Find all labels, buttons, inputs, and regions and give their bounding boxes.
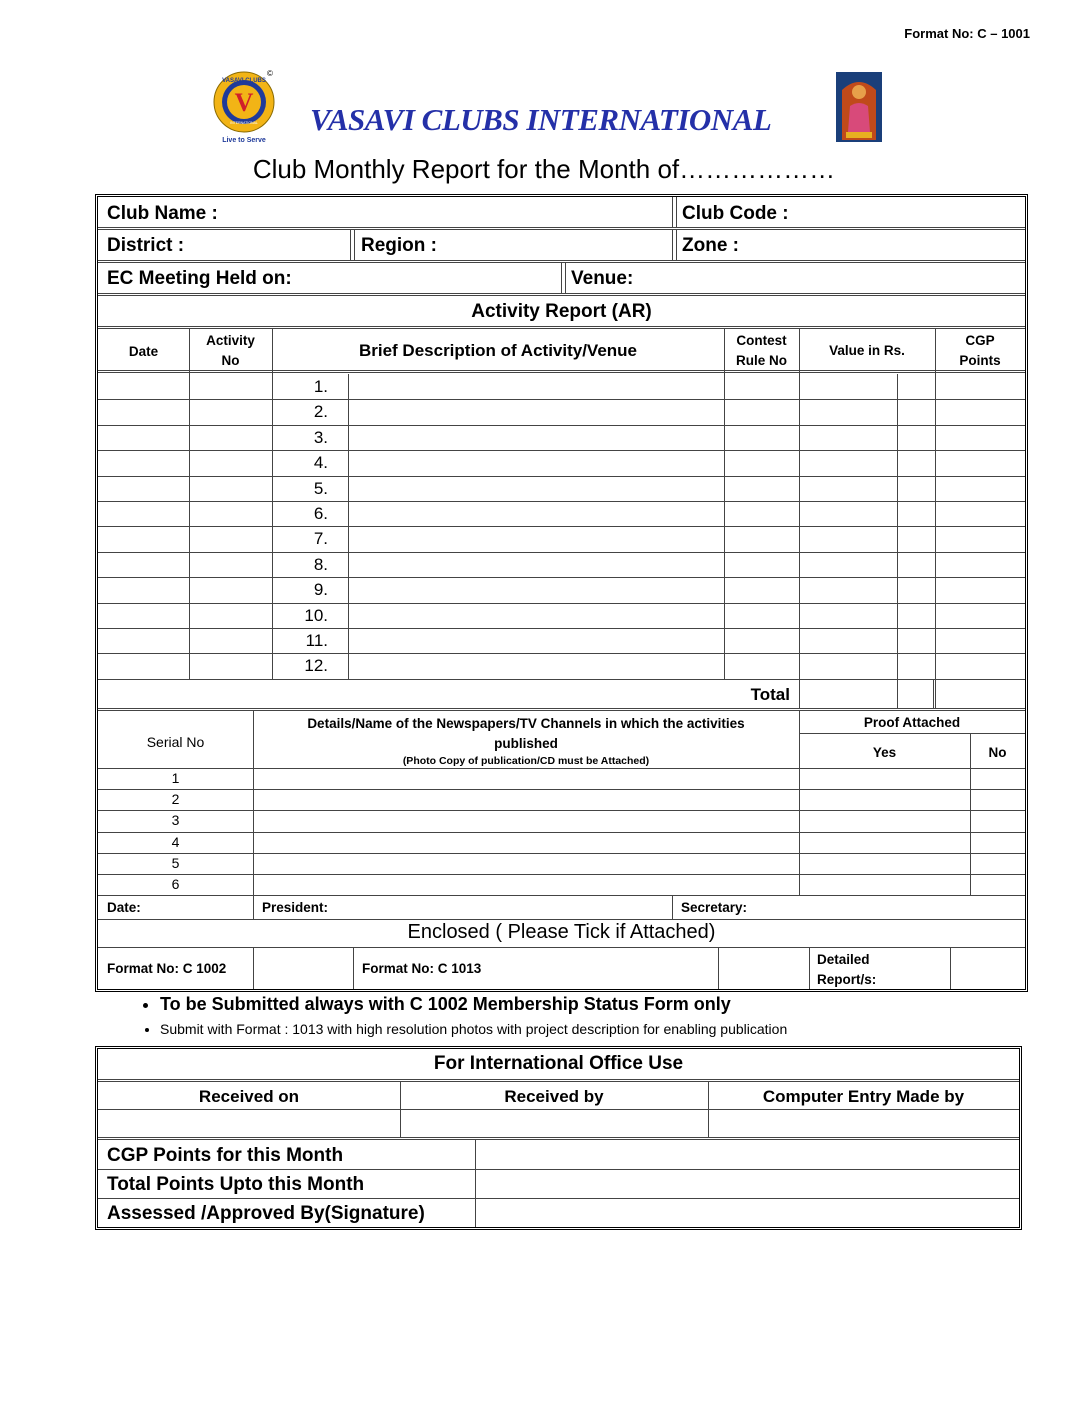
activity-row-number: 7. bbox=[313, 529, 328, 549]
activity-row[interactable] bbox=[98, 552, 1025, 577]
club-name-label: Club Name : bbox=[107, 203, 218, 224]
activity-row[interactable] bbox=[98, 450, 1025, 475]
activity-row-number: 2. bbox=[313, 402, 328, 422]
office-title: For International Office Use bbox=[433, 1053, 684, 1074]
publication-serial-number: 5 bbox=[171, 854, 180, 871]
international-office-use bbox=[95, 1046, 1022, 1230]
col-header-contest-line2: Rule No bbox=[735, 353, 787, 368]
logo-tagline: Live to Serve bbox=[222, 137, 266, 144]
total-points-label: Total Points Upto this Month bbox=[107, 1174, 365, 1195]
report-title: Club Monthly Report for the Month of……………… bbox=[252, 154, 836, 184]
club-code-label: Club Code : bbox=[682, 203, 789, 224]
col-header-contest-line1: Contest bbox=[736, 333, 787, 348]
activity-row-number: 9. bbox=[313, 580, 328, 600]
publication-serial-number: 2 bbox=[171, 791, 180, 808]
note-item-1: • To be Submitted always with C 1002 Membership Status Form only bbox=[160, 994, 787, 1015]
enclosed-detailed-report-tickbox[interactable] bbox=[952, 949, 1023, 987]
publication-serial-number: 3 bbox=[171, 812, 180, 829]
cgp-points-month-label: CGP Points for this Month bbox=[107, 1145, 344, 1166]
computer-entry-field[interactable] bbox=[710, 1110, 1017, 1136]
signature-date-label: Date: bbox=[107, 900, 141, 915]
activity-row[interactable] bbox=[98, 501, 1025, 526]
submission-notes bbox=[140, 994, 787, 1037]
activity-row[interactable] bbox=[98, 526, 1025, 551]
publication-serial-number: 1 bbox=[171, 770, 180, 786]
activity-row-number: 8. bbox=[313, 554, 328, 574]
newspapers-header-line2: published bbox=[494, 736, 558, 751]
activity-row-number: 12. bbox=[304, 656, 328, 676]
activity-row-number: 10. bbox=[304, 605, 328, 625]
activity-row-number: 5. bbox=[313, 478, 328, 498]
col-header-contest-rule bbox=[724, 331, 799, 371]
received-by-label: Received by bbox=[504, 1087, 604, 1106]
activity-row-number: 3. bbox=[313, 427, 328, 447]
activity-row[interactable] bbox=[98, 653, 1025, 678]
enclosed-c1002-tickbox[interactable] bbox=[255, 949, 351, 987]
col-header-cgp-line2: Points bbox=[959, 353, 1001, 368]
enclosed-format-c1002: Format No: C 1002 bbox=[107, 961, 227, 976]
ec-meeting-label: EC Meeting Held on: bbox=[107, 268, 292, 289]
vasavi-clubs-logo bbox=[206, 68, 282, 144]
col-header-activity-no bbox=[189, 331, 272, 371]
publication-serial-number: 4 bbox=[171, 833, 180, 850]
logo-copyright: © bbox=[267, 69, 273, 78]
format-number-top: Format No: C – 1001 bbox=[904, 26, 1030, 41]
col-header-cgp-points bbox=[935, 331, 1025, 371]
newspapers-header-line1: Details/Name of the Newspapers/TV Channels in which the activities bbox=[307, 716, 745, 731]
detailed-report-line2: Report/s: bbox=[817, 972, 877, 987]
logo-inner-text: INTERNATIONAL bbox=[230, 121, 258, 125]
computer-entry-label: Computer Entry Made by bbox=[762, 1087, 965, 1106]
activity-report-title: Activity Report (AR) bbox=[471, 301, 652, 322]
region-label: Region : bbox=[361, 235, 437, 256]
enclosed-title: Enclosed ( Please Tick if Attached) bbox=[407, 921, 716, 943]
activity-row-number: 11. bbox=[305, 631, 328, 650]
enclosed-c1013-tickbox[interactable] bbox=[720, 949, 807, 987]
venue-label: Venue: bbox=[571, 268, 634, 289]
activity-row[interactable] bbox=[98, 425, 1025, 450]
deity-image bbox=[836, 72, 882, 142]
activity-row[interactable] bbox=[98, 374, 1025, 399]
zone-label: Zone : bbox=[682, 235, 739, 256]
assessed-approved-label: Assessed /Approved By(Signature) bbox=[107, 1203, 425, 1224]
col-header-newspapers bbox=[253, 714, 799, 768]
cgp-points-month-field[interactable] bbox=[477, 1141, 1017, 1168]
enclosed-format-c1013: Format No: C 1013 bbox=[362, 961, 482, 976]
activity-row[interactable] bbox=[98, 577, 1025, 602]
activity-row-number: 4. bbox=[313, 453, 328, 473]
activity-row-number: 6. bbox=[313, 504, 328, 523]
signature-president-label: President: bbox=[262, 900, 329, 915]
district-label: District : bbox=[107, 235, 185, 256]
received-by-field[interactable] bbox=[402, 1110, 706, 1136]
activity-row-number: 1. bbox=[313, 377, 328, 396]
col-header-description: Brief Description of Activity/Venue bbox=[358, 341, 638, 360]
col-header-proof-attached: Proof Attached bbox=[863, 715, 961, 730]
publication-serial-number: 6 bbox=[171, 876, 180, 892]
logo-ring-text: VASAVI CLUBS bbox=[222, 78, 266, 84]
activity-row[interactable] bbox=[98, 628, 1025, 653]
received-on-field[interactable] bbox=[100, 1110, 398, 1136]
organization-title: VASAVI CLUBS INTERNATIONAL bbox=[310, 102, 772, 137]
assessed-approved-field[interactable] bbox=[477, 1199, 1017, 1226]
activity-row[interactable] bbox=[98, 399, 1025, 424]
col-header-no: No bbox=[988, 745, 1007, 760]
newspapers-header-note: (Photo Copy of publication/CD must be Attached) bbox=[402, 755, 650, 767]
col-header-value: Value in Rs. bbox=[829, 343, 905, 358]
col-header-activity-no-line2: No bbox=[221, 353, 240, 368]
col-header-cgp-line1: CGP bbox=[965, 333, 995, 348]
total-points-field[interactable] bbox=[477, 1170, 1017, 1197]
logo-letter: V bbox=[234, 88, 254, 117]
col-header-serial-no: Serial No bbox=[146, 734, 205, 750]
col-header-activity-no-line1: Activity bbox=[206, 333, 255, 348]
col-header-date: Date bbox=[128, 344, 159, 359]
note-item-2: • Submit with Format : 1013 with high resolution photos with project description for enabling publication bbox=[160, 1021, 787, 1037]
detailed-report-line1: Detailed bbox=[817, 952, 870, 967]
received-on-label: Received on bbox=[198, 1087, 300, 1106]
signature-secretary-label: Secretary: bbox=[681, 900, 748, 915]
main-report-form bbox=[95, 194, 1028, 992]
col-header-yes: Yes bbox=[872, 745, 897, 760]
enclosed-detailed-report bbox=[817, 950, 876, 990]
activity-row[interactable] bbox=[98, 603, 1025, 628]
total-label: Total bbox=[750, 685, 790, 704]
activity-row[interactable] bbox=[98, 476, 1025, 501]
